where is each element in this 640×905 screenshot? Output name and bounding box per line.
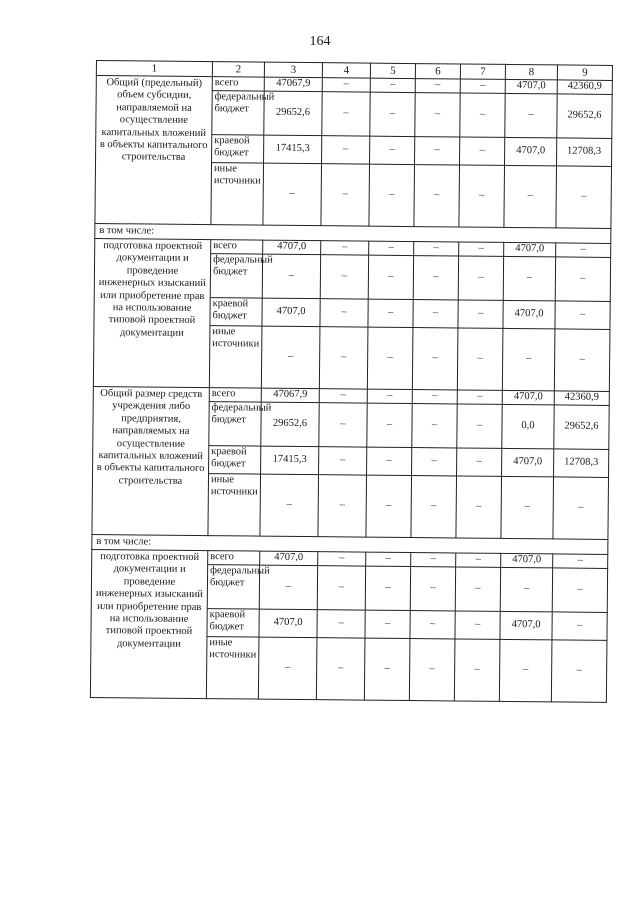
value-cell-col-7: –	[454, 639, 500, 701]
value-cell-col-4: –	[322, 136, 370, 164]
funding-source: федеральный бюджет	[209, 402, 261, 446]
column-header-5: 5	[370, 63, 415, 78]
column-header-8: 8	[505, 64, 557, 79]
value-cell-col-8: –	[503, 256, 555, 300]
column-header-3: 3	[264, 62, 322, 78]
value-cell-col-4: –	[321, 164, 370, 226]
funding-source: краевой бюджет	[210, 298, 262, 326]
funding-source: федеральный бюджет	[207, 565, 259, 609]
value-cell-col-5: –	[370, 136, 415, 164]
value-cell-col-6: –	[413, 256, 458, 300]
value-cell-col-6: –	[415, 137, 460, 165]
value-cell-col-3: 47067,9	[264, 77, 322, 92]
value-cell-col-3: 4707,0	[263, 240, 321, 255]
value-cell-col-3: 29652,6	[264, 91, 322, 136]
value-cell-col-4: –	[316, 638, 365, 700]
value-cell-col-4: –	[319, 327, 368, 389]
value-cell-col-6: –	[412, 448, 457, 476]
value-cell-col-8: 4707,0	[505, 79, 557, 93]
value-cell-col-3: 4707,0	[262, 298, 320, 327]
value-cell-col-4: –	[318, 475, 367, 537]
value-cell-col-6: –	[415, 79, 460, 93]
value-cell-col-5: –	[367, 447, 412, 475]
value-cell-col-7: –	[456, 553, 501, 567]
value-cell-col-5: –	[364, 638, 410, 700]
value-cell-col-7: –	[455, 567, 500, 611]
funding-source: всего	[208, 551, 260, 565]
value-cell-col-9: –	[552, 568, 607, 613]
value-cell-col-8: 4707,0	[500, 611, 552, 639]
value-cell-col-8: –	[499, 639, 552, 701]
value-cell-col-5: –	[368, 255, 413, 299]
value-cell-col-5: –	[366, 475, 412, 537]
column-header-9: 9	[557, 65, 612, 81]
value-cell-col-7: –	[457, 390, 502, 404]
value-cell-col-9: –	[553, 554, 608, 569]
funding-source: краевой бюджет	[212, 135, 264, 163]
value-cell-col-4: –	[320, 255, 368, 299]
value-cell-col-6: –	[414, 242, 459, 256]
value-cell-col-4: –	[319, 403, 367, 447]
value-cell-col-3: –	[260, 474, 319, 537]
value-cell-col-4: –	[320, 299, 368, 327]
value-cell-col-7: –	[455, 611, 500, 639]
value-cell-col-8: 4707,0	[503, 300, 555, 328]
value-cell-col-7: –	[457, 404, 502, 448]
value-cell-col-3: –	[263, 163, 322, 226]
funding-source: иные источники	[208, 474, 261, 536]
row-description: подготовка проектной документации и проведение инженерных изысканий или приобретение прав на использование типовой проектной документации	[93, 238, 210, 387]
value-cell-col-9: –	[555, 257, 610, 302]
value-cell-col-9: –	[555, 301, 610, 330]
note-text: в том числе:	[92, 534, 608, 554]
value-cell-col-5: –	[365, 566, 410, 610]
value-cell-col-9: –	[553, 477, 609, 540]
funding-source: иные источники	[211, 163, 264, 225]
value-cell-col-7: –	[460, 79, 505, 93]
value-cell-col-3: –	[258, 637, 317, 700]
value-cell-col-5: –	[365, 610, 410, 638]
value-cell-col-7: –	[456, 476, 502, 538]
funding-source: иные источники	[209, 326, 262, 388]
value-cell-col-3: –	[262, 254, 320, 299]
row-description: подготовка проектной документации и проведение инженерных изысканий или приобретение прав на использование типовой проектной документации	[90, 549, 207, 698]
funding-source: федеральный бюджет	[210, 254, 262, 298]
funding-source: всего	[211, 240, 263, 254]
value-cell-col-9: –	[551, 640, 607, 703]
table-wrapper	[90, 60, 612, 703]
value-cell-col-9: –	[556, 166, 612, 229]
value-cell-col-8: 0,0	[502, 404, 554, 448]
value-cell-col-6: –	[413, 300, 458, 328]
column-header-7: 7	[460, 64, 505, 79]
value-cell-col-6: –	[409, 639, 455, 701]
value-cell-col-5: –	[369, 241, 414, 255]
funding-source: краевой бюджет	[207, 609, 259, 637]
value-cell-col-9: –	[556, 243, 611, 258]
value-cell-col-8: 4707,0	[501, 553, 553, 567]
value-cell-col-5: –	[366, 552, 411, 566]
budget-table	[90, 60, 613, 703]
value-cell-col-4: –	[319, 389, 367, 403]
value-cell-col-6: –	[411, 476, 457, 538]
value-cell-col-9: –	[554, 329, 610, 392]
funding-source: иные источники	[206, 637, 259, 699]
value-cell-col-7: –	[457, 328, 503, 390]
value-cell-col-8: –	[505, 93, 557, 137]
value-cell-col-4: –	[322, 92, 370, 136]
value-cell-col-7: –	[459, 242, 504, 256]
value-cell-col-8: 4707,0	[504, 242, 556, 256]
value-cell-col-6: –	[411, 553, 456, 567]
value-cell-col-6: –	[410, 567, 455, 611]
value-cell-col-9: 12708,3	[554, 449, 609, 478]
column-header-4: 4	[322, 63, 370, 78]
value-cell-col-3: 4707,0	[260, 551, 318, 566]
value-cell-col-3: 47067,9	[261, 388, 319, 403]
value-cell-col-3: 17415,3	[264, 135, 322, 164]
note-text: в том числе:	[95, 223, 611, 243]
funding-source: всего	[209, 388, 261, 402]
funding-source: федеральный бюджет	[212, 91, 264, 135]
value-cell-col-7: –	[459, 165, 505, 227]
value-cell-col-5: –	[369, 164, 415, 226]
value-cell-col-5: –	[367, 403, 412, 447]
column-header-1: 1	[96, 61, 212, 77]
value-cell-col-9: 29652,6	[557, 94, 612, 139]
value-cell-col-7: –	[458, 300, 503, 328]
row-description: Общий (предельный) объем субсидии, направляемой на осуществление капитальных вложений в объекты капитального строительства	[95, 76, 212, 225]
value-cell-col-5: –	[367, 389, 412, 403]
value-cell-col-3: 29652,6	[261, 402, 319, 447]
value-cell-col-9: –	[552, 612, 607, 641]
value-cell-col-6: –	[412, 390, 457, 404]
value-cell-col-7: –	[458, 256, 503, 300]
value-cell-col-9: 42360,9	[557, 80, 612, 95]
funding-source: всего	[212, 77, 264, 91]
value-cell-col-5: –	[370, 78, 415, 92]
value-cell-col-7: –	[460, 137, 505, 165]
value-cell-col-6: –	[410, 611, 455, 639]
value-cell-col-4: –	[317, 610, 365, 638]
value-cell-col-4: –	[318, 552, 366, 566]
value-cell-col-6: –	[414, 165, 460, 227]
value-cell-col-3: 17415,3	[261, 446, 319, 475]
value-cell-col-4: –	[321, 241, 369, 255]
value-cell-col-6: –	[415, 93, 460, 137]
value-cell-col-3: –	[259, 565, 317, 610]
column-header-2: 2	[212, 62, 264, 77]
value-cell-col-3: –	[261, 326, 320, 389]
column-header-6: 6	[415, 64, 460, 79]
value-cell-col-9: 12708,3	[557, 138, 612, 167]
value-cell-col-7: –	[460, 93, 505, 137]
page-number: 164	[309, 34, 331, 49]
value-cell-col-9: 29652,6	[554, 405, 609, 450]
value-cell-col-8: 4707,0	[502, 448, 554, 476]
value-cell-col-8: –	[502, 328, 555, 390]
row-description: Общий размер средств учреждения либо предприятия, направляемых на осуществление капитальных вложений в объекты капитального строительства	[92, 386, 209, 535]
value-cell-col-3: 4707,0	[259, 609, 317, 638]
value-cell-col-5: –	[367, 327, 413, 389]
value-cell-col-7: –	[457, 448, 502, 476]
value-cell-col-8: –	[500, 567, 552, 611]
value-cell-col-8: 4707,0	[502, 390, 554, 404]
value-cell-col-8: –	[501, 476, 554, 538]
value-cell-col-9: 42360,9	[554, 391, 609, 406]
value-cell-col-6: –	[412, 404, 457, 448]
value-cell-col-4: –	[319, 447, 367, 475]
value-cell-col-4: –	[322, 78, 370, 92]
value-cell-col-4: –	[317, 566, 365, 610]
value-cell-col-5: –	[370, 92, 415, 136]
value-cell-col-8: 4707,0	[505, 137, 557, 165]
value-cell-col-8: –	[504, 165, 557, 227]
funding-source: краевой бюджет	[209, 446, 261, 474]
value-cell-col-5: –	[368, 299, 413, 327]
value-cell-col-6: –	[412, 328, 458, 390]
